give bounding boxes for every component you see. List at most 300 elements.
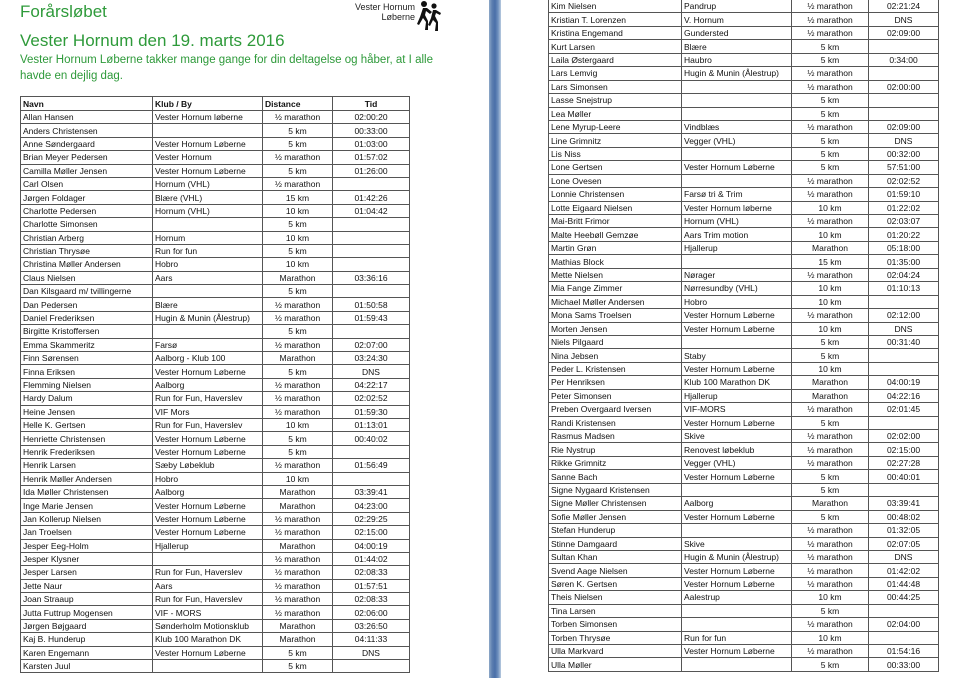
table-row	[21, 244, 410, 257]
runner-time: 01:32:05	[869, 524, 939, 537]
runner-time: 01:22:02	[869, 201, 939, 214]
table-row	[549, 147, 939, 160]
table-row	[549, 80, 939, 93]
table-row	[21, 499, 410, 512]
runner-time: 0:34:00	[869, 53, 939, 66]
runner-distance: 5 km	[263, 445, 333, 458]
runner-name: Inge Marie Jensen	[21, 499, 153, 512]
runner-distance: Marathon	[263, 485, 333, 498]
runner-distance: ½ marathon	[792, 0, 869, 13]
runner-name: Karsten Juul	[21, 660, 153, 673]
runner-club: Vester Hornum Løberne	[153, 445, 263, 458]
table-row	[549, 309, 939, 322]
runner-name: Jesper Larsen	[21, 566, 153, 579]
runner-name: Svend Aage Nielsen	[549, 564, 682, 577]
runner-time: 02:15:00	[869, 443, 939, 456]
table-row	[21, 459, 410, 472]
table-row	[21, 606, 410, 619]
runner-time	[869, 483, 939, 496]
table-row	[549, 53, 939, 66]
runner-distance: ½ marathon	[792, 577, 869, 590]
runner-distance: Marathon	[792, 497, 869, 510]
runner-distance: ½ marathon	[263, 552, 333, 565]
runner-club: Hjallerup	[682, 241, 792, 254]
runner-name: Karen Engemann	[21, 646, 153, 659]
table-row	[21, 231, 410, 244]
runner-name: Per Henriksen	[549, 376, 682, 389]
runner-name: Tina Larsen	[549, 604, 682, 617]
runner-name: Sultan Khan	[549, 550, 682, 563]
runner-name: Line Grimnitz	[549, 134, 682, 147]
runner-time: 02:15:00	[333, 526, 410, 539]
runner-distance: ½ marathon	[792, 645, 869, 658]
results-table-right	[548, 0, 939, 672]
runner-name: Sofie Møller Jensen	[549, 510, 682, 523]
runner-time: 00:44:25	[869, 591, 939, 604]
runner-club: Nørresundby (VHL)	[682, 282, 792, 295]
results-body-left	[21, 111, 410, 673]
table-row	[549, 335, 939, 348]
runner-club: Sæby Løbeklub	[153, 459, 263, 472]
runner-time	[333, 218, 410, 231]
runner-club: Vester Hornum Løberne	[153, 164, 263, 177]
runner-club: Farsø tri & Trim	[682, 188, 792, 201]
runner-name: Allan Hansen	[21, 111, 153, 124]
table-row	[21, 472, 410, 485]
runner-distance: 10 km	[792, 201, 869, 214]
runner-name: Peder L. Kristensen	[549, 362, 682, 375]
runner-time: 03:39:41	[333, 485, 410, 498]
runner-time: 04:22:16	[869, 389, 939, 402]
runner-club: Hjallerup	[682, 389, 792, 402]
page-gutter	[489, 0, 501, 678]
runner-name: Jette Naur	[21, 579, 153, 592]
runner-distance: ½ marathon	[792, 13, 869, 26]
runner-club	[153, 218, 263, 231]
runner-distance: 5 km	[263, 285, 333, 298]
runner-distance: 5 km	[263, 124, 333, 137]
runner-name: Peter Simonsen	[549, 389, 682, 402]
runner-time	[333, 660, 410, 673]
runner-name: Mia Fange Zimmer	[549, 282, 682, 295]
runner-distance: ½ marathon	[792, 403, 869, 416]
table-row	[549, 13, 939, 26]
table-row	[549, 255, 939, 268]
runner-distance: 10 km	[792, 228, 869, 241]
runner-club: VIF - MORS	[153, 606, 263, 619]
runner-club	[682, 604, 792, 617]
runner-distance: ½ marathon	[263, 526, 333, 539]
club-logo	[337, 0, 442, 34]
runner-distance: 10 km	[792, 631, 869, 644]
runner-distance: ½ marathon	[792, 120, 869, 133]
runner-club	[153, 285, 263, 298]
runner-name: Lene Myrup-Leere	[549, 120, 682, 133]
runner-time: 01:59:10	[869, 188, 939, 201]
runner-distance: 10 km	[792, 591, 869, 604]
runner-name: Anders Christensen	[21, 124, 153, 137]
runner-time: DNS	[869, 322, 939, 335]
table-row	[549, 215, 939, 228]
runner-time: 03:36:16	[333, 271, 410, 284]
runner-name: Signe Møller Christensen	[549, 497, 682, 510]
runner-distance: ½ marathon	[263, 606, 333, 619]
runner-distance: ½ marathon	[263, 151, 333, 164]
runner-distance: 15 km	[263, 191, 333, 204]
runner-distance: 5 km	[263, 660, 333, 673]
runner-time	[333, 258, 410, 271]
runner-name: Torben Simonsen	[549, 618, 682, 631]
runner-club: Hobro	[682, 295, 792, 308]
runner-name: Kim Nielsen	[549, 0, 682, 13]
runner-time: 03:39:41	[869, 497, 939, 510]
table-row	[21, 526, 410, 539]
table-row	[549, 241, 939, 254]
table-row	[549, 443, 939, 456]
runner-name: Henrik Larsen	[21, 459, 153, 472]
table-row	[21, 378, 410, 391]
runner-time: 02:12:00	[869, 309, 939, 322]
runner-club: Klub 100 Marathon DK	[682, 376, 792, 389]
runner-name: Anne Søndergaard	[21, 137, 153, 150]
runner-time: 04:00:19	[333, 539, 410, 552]
runner-name: Charlotte Simonsen	[21, 218, 153, 231]
runner-club: Hugin & Munin (Ålestrup)	[682, 67, 792, 80]
table-row	[549, 403, 939, 416]
runner-time	[869, 67, 939, 80]
runner-name: Nina Jebsen	[549, 349, 682, 362]
runner-name: Theis Nielsen	[549, 591, 682, 604]
runner-name: Henrik Møller Andersen	[21, 472, 153, 485]
runner-time: 00:33:00	[869, 658, 939, 671]
runner-time: 00:40:02	[333, 432, 410, 445]
runner-time	[333, 285, 410, 298]
runner-club: Pandrup	[682, 0, 792, 13]
table-row	[21, 352, 410, 365]
table-row	[549, 430, 939, 443]
runner-distance: 5 km	[792, 483, 869, 496]
runner-name: Christian Thrysøe	[21, 244, 153, 257]
table-row	[21, 124, 410, 137]
runner-time: 01:44:02	[333, 552, 410, 565]
results-body-right	[549, 0, 939, 671]
runner-name: Rie Nystrup	[549, 443, 682, 456]
runner-distance: ½ marathon	[792, 188, 869, 201]
runner-club	[153, 124, 263, 137]
table-row	[21, 111, 410, 124]
runner-distance: Marathon	[263, 619, 333, 632]
runner-time: 02:04:00	[869, 618, 939, 631]
runner-time: DNS	[869, 550, 939, 563]
runner-club: Hobro	[153, 258, 263, 271]
runner-club: Vester Hornum løberne	[682, 201, 792, 214]
runner-distance: Marathon	[792, 376, 869, 389]
runner-name: Heine Jensen	[21, 405, 153, 418]
runner-time: 02:07:00	[333, 338, 410, 351]
runner-time: 01:20:22	[869, 228, 939, 241]
runner-club: Run for Fun, Haverslev	[153, 593, 263, 606]
runner-club: Nørager	[682, 268, 792, 281]
runner-club: V. Hornum	[682, 13, 792, 26]
table-row	[21, 298, 410, 311]
table-row	[549, 282, 939, 295]
results-table-left	[20, 96, 410, 673]
runner-club: Vester Hornum Løberne	[153, 365, 263, 378]
table-row	[21, 633, 410, 646]
runner-time: 02:02:52	[869, 174, 939, 187]
runner-distance: Marathon	[263, 633, 333, 646]
runner-club: Hornum (VHL)	[682, 215, 792, 228]
runner-name: Stefan Hunderup	[549, 524, 682, 537]
runner-club	[153, 325, 263, 338]
runner-club: Hugin & Munin (Ålestrup)	[682, 550, 792, 563]
runner-time: 02:08:33	[333, 593, 410, 606]
runner-club	[682, 255, 792, 268]
runner-club: Vester Hornum Løberne	[153, 512, 263, 525]
runner-club: Aalborg	[153, 485, 263, 498]
runner-club: Vester Hornum Løberne	[153, 526, 263, 539]
runner-club: Hjallerup	[153, 539, 263, 552]
runner-time: 04:00:19	[869, 376, 939, 389]
runner-name: Dan Pedersen	[21, 298, 153, 311]
runner-time: 01:57:51	[333, 579, 410, 592]
runner-name: Søren K. Gertsen	[549, 577, 682, 590]
runner-time: 01:54:16	[869, 645, 939, 658]
runner-club: Staby	[682, 349, 792, 362]
table-row	[549, 26, 939, 39]
runner-club: Hornum (VHL)	[153, 177, 263, 190]
table-row	[21, 258, 410, 271]
table-row	[549, 497, 939, 510]
runner-club: Aalborg	[153, 378, 263, 391]
runner-club	[682, 94, 792, 107]
runner-club: Sønderholm Motionsklub	[153, 619, 263, 632]
table-row	[21, 405, 410, 418]
runner-distance: ½ marathon	[792, 174, 869, 187]
runner-name: Lea Møller	[549, 107, 682, 120]
runner-time: 04:23:00	[333, 499, 410, 512]
runner-distance: Marathon	[792, 389, 869, 402]
table-row	[549, 389, 939, 402]
table-row	[549, 67, 939, 80]
runner-time: 02:04:24	[869, 268, 939, 281]
table-row	[549, 416, 939, 429]
table-row	[549, 645, 939, 658]
runner-club: Vester Hornum Løberne	[682, 362, 792, 375]
runner-name: Birgitte Kristoffersen	[21, 325, 153, 338]
runner-time: 02:09:00	[869, 120, 939, 133]
runner-distance: 5 km	[263, 137, 333, 150]
runner-time: 00:48:02	[869, 510, 939, 523]
runner-distance: 10 km	[792, 362, 869, 375]
runner-club: Vester Hornum Løberne	[682, 470, 792, 483]
runner-name: Mathias Block	[549, 255, 682, 268]
table-row	[549, 564, 939, 577]
table-header-row	[21, 97, 410, 111]
runner-time: DNS	[333, 365, 410, 378]
runner-distance: Marathon	[263, 539, 333, 552]
runner-club: Aars Trim motion	[682, 228, 792, 241]
runner-club: Vester Hornum Løberne	[153, 137, 263, 150]
runner-name: Jutta Futtrup Mogensen	[21, 606, 153, 619]
runner-distance: 5 km	[792, 94, 869, 107]
runner-distance: 5 km	[263, 244, 333, 257]
table-row	[21, 566, 410, 579]
runner-distance: Marathon	[263, 499, 333, 512]
runner-name: Mona Sams Troelsen	[549, 309, 682, 322]
runner-club	[682, 618, 792, 631]
table-row	[21, 660, 410, 673]
runner-distance: ½ marathon	[263, 459, 333, 472]
runner-club: VIF-MORS	[682, 403, 792, 416]
table-row	[21, 191, 410, 204]
runner-time	[333, 244, 410, 257]
runner-club: Hugin & Munin (Ålestrup)	[153, 311, 263, 324]
runner-name: Malte Heebøll Gemzøe	[549, 228, 682, 241]
table-row	[549, 107, 939, 120]
table-row	[549, 510, 939, 523]
runner-name: Lars Lemvig	[549, 67, 682, 80]
table-row	[21, 164, 410, 177]
runner-distance: ½ marathon	[792, 67, 869, 80]
runner-club: Blære (VHL)	[153, 191, 263, 204]
runner-club: Hornum (VHL)	[153, 204, 263, 217]
runner-time: 02:06:00	[333, 606, 410, 619]
runner-name: Lasse Snejstrup	[549, 94, 682, 107]
runner-name: Kristian T. Lorenzen	[549, 13, 682, 26]
runner-time: 03:24:30	[333, 352, 410, 365]
runner-club: Aalborg - Klub 100	[153, 352, 263, 365]
runner-time: 02:09:00	[869, 26, 939, 39]
runner-name: Jan Troelsen	[21, 526, 153, 539]
logo-line-1: Vester Hornum	[354, 2, 415, 12]
table-row	[21, 552, 410, 565]
runner-name: Finn Sørensen	[21, 352, 153, 365]
table-row	[549, 228, 939, 241]
runner-time: 01:50:58	[333, 298, 410, 311]
runner-distance: Marathon	[263, 271, 333, 284]
table-row	[21, 539, 410, 552]
runner-time: 01:26:00	[333, 164, 410, 177]
runner-club: Vester Hornum Løberne	[682, 322, 792, 335]
header-distance: Distance	[263, 97, 333, 111]
runner-distance: 10 km	[263, 418, 333, 431]
runner-club: Run for fun	[153, 244, 263, 257]
runner-club: Vindblæs	[682, 120, 792, 133]
runner-time: 00:31:40	[869, 335, 939, 348]
header-club: Klub / By	[153, 97, 263, 111]
runner-club: Vegger (VHL)	[682, 134, 792, 147]
runner-club: Vester Hornum Løberne	[153, 646, 263, 659]
runner-time: 00:32:00	[869, 147, 939, 160]
runner-name: Rasmus Madsen	[549, 430, 682, 443]
table-row	[21, 432, 410, 445]
runner-time: 02:03:07	[869, 215, 939, 228]
runner-distance: Marathon	[263, 352, 333, 365]
runner-name: Henrik Frederiksen	[21, 445, 153, 458]
runner-club: Klub 100 Marathon DK	[153, 633, 263, 646]
table-row	[549, 120, 939, 133]
runner-name: Charlotte Pedersen	[21, 204, 153, 217]
runner-time: 02:27:28	[869, 456, 939, 469]
table-row	[549, 376, 939, 389]
runner-club: Vester Hornum Løberne	[153, 499, 263, 512]
runner-distance: ½ marathon	[792, 80, 869, 93]
runner-time: 01:10:13	[869, 282, 939, 295]
runner-name: Emma Skammeritz	[21, 338, 153, 351]
table-row	[549, 470, 939, 483]
runner-club: Run for Fun, Haverslev	[153, 566, 263, 579]
runner-time	[869, 94, 939, 107]
runner-time: 01:56:49	[333, 459, 410, 472]
runner-distance: 5 km	[792, 604, 869, 617]
runner-club: Run for Fun, Haverslev	[153, 392, 263, 405]
runner-name: Lonnie Christensen	[549, 188, 682, 201]
table-row	[549, 174, 939, 187]
runner-name: Kristina Engemand	[549, 26, 682, 39]
thanks-text: Vester Hornum Løberne takker mange gange for din deltagelse og håber, at I alle havde en dejlig dag.	[20, 54, 433, 82]
table-row	[549, 188, 939, 201]
runner-time	[869, 604, 939, 617]
runner-name: Dan Kilsgaard m/ tvillingerne	[21, 285, 153, 298]
runner-distance: 5 km	[792, 510, 869, 523]
runner-distance: 5 km	[792, 107, 869, 120]
runner-club	[682, 524, 792, 537]
runner-time: 02:08:33	[333, 566, 410, 579]
runner-time: 02:01:45	[869, 403, 939, 416]
runner-club: Renovest løbeklub	[682, 443, 792, 456]
runner-name: Jørgen Bøjgaard	[21, 619, 153, 632]
runner-distance: 5 km	[792, 416, 869, 429]
runner-distance: 5 km	[792, 349, 869, 362]
runner-club: Vester Hornum Løberne	[682, 577, 792, 590]
runner-distance: Marathon	[792, 241, 869, 254]
table-row	[549, 604, 939, 617]
runner-club	[682, 147, 792, 160]
runner-distance: 5 km	[792, 53, 869, 66]
runner-club: Skive	[682, 430, 792, 443]
runner-name: Lis Niss	[549, 147, 682, 160]
runner-distance: 5 km	[792, 470, 869, 483]
runner-club: Gundersted	[682, 26, 792, 39]
runner-club: Vegger (VHL)	[682, 456, 792, 469]
runner-club: Skive	[682, 537, 792, 550]
table-row	[21, 365, 410, 378]
runner-name: Lars Simonsen	[549, 80, 682, 93]
runner-club	[682, 107, 792, 120]
runner-time: 57:51:00	[869, 161, 939, 174]
table-row	[549, 658, 939, 671]
runner-time: 02:00:20	[333, 111, 410, 124]
runner-club: Haubro	[682, 53, 792, 66]
table-row	[549, 161, 939, 174]
runner-time: 03:26:50	[333, 619, 410, 632]
table-row	[549, 349, 939, 362]
runner-distance: 5 km	[263, 218, 333, 231]
runner-club: Vester Hornum løberne	[153, 111, 263, 124]
runner-distance: ½ marathon	[263, 579, 333, 592]
runner-distance: 5 km	[792, 40, 869, 53]
runner-club: Vester Hornum Løberne	[682, 645, 792, 658]
runner-time: DNS	[869, 13, 939, 26]
runner-distance: 5 km	[263, 432, 333, 445]
page-subtitle: Vester Hornum den 19. marts 2016	[20, 31, 285, 50]
runner-name: Ida Møller Christensen	[21, 485, 153, 498]
runner-club: Hornum	[153, 231, 263, 244]
table-row	[21, 218, 410, 231]
runner-distance: 10 km	[792, 295, 869, 308]
table-row	[549, 40, 939, 53]
